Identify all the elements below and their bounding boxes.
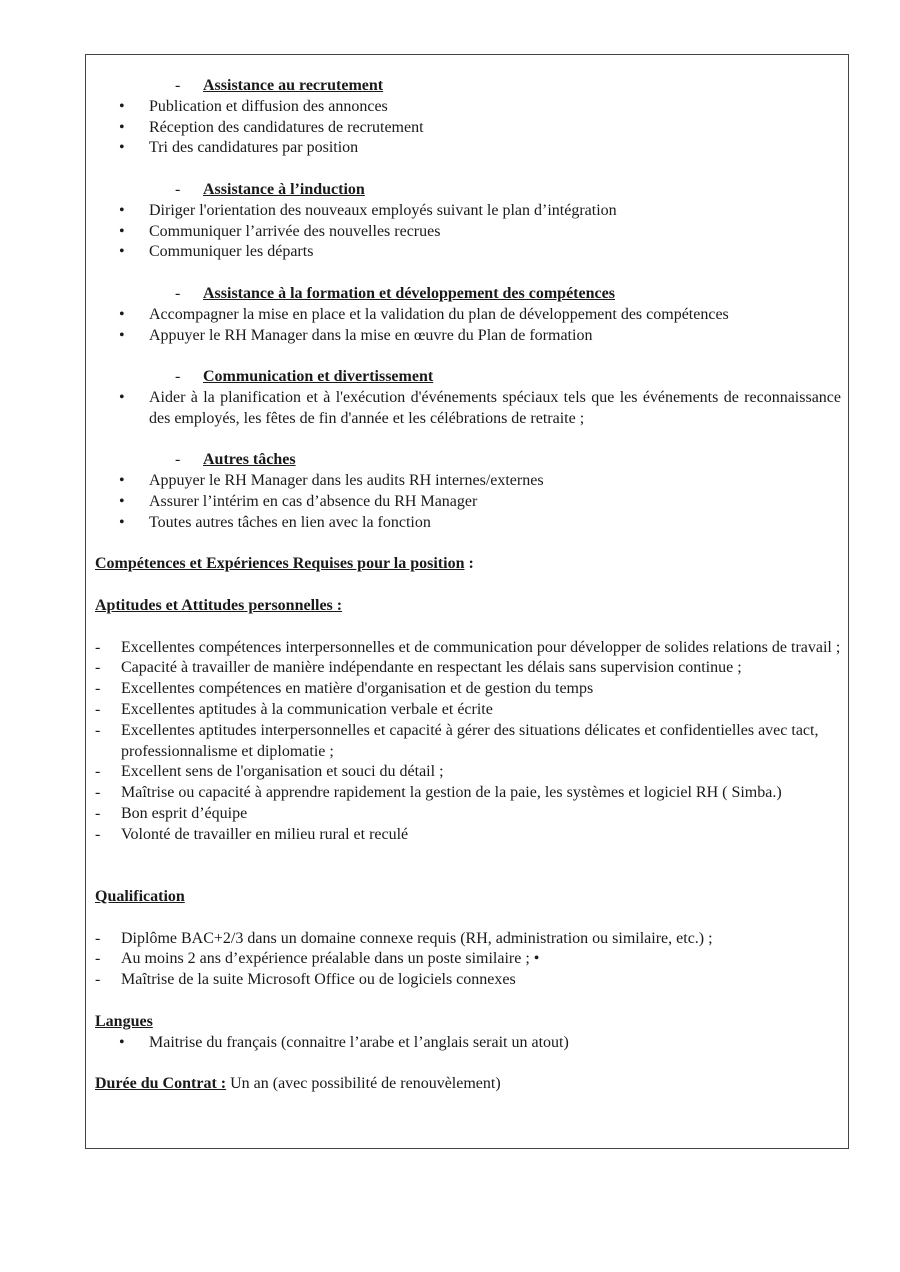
list-item: • Accompagner la mise en place et la validation du plan de développement des compétences (119, 305, 729, 323)
section-heading: - Communication et divertissement (175, 368, 434, 386)
list-item: • Diriger l'orientation des nouveaux employés suivant le plan d’intégration (119, 201, 617, 219)
list-item: • Tri des candidatures par position (119, 139, 359, 157)
section-heading: - Assistance à l’induction (175, 180, 365, 198)
list-item: - Bon esprit d’équipe (95, 804, 248, 822)
list-item: • Maitrise du français (connaitre l’arabe et l’anglais serait un atout) (119, 1033, 569, 1051)
list-item: - Volonté de travailler en milieu rural et reculé (95, 825, 409, 843)
list-item: • Communiquer les départs (119, 243, 314, 261)
aptitudes-heading: Aptitudes et Attitudes personnelles : (95, 596, 343, 614)
list-item: - Maîtrise ou capacité à apprendre rapidement la gestion de la paie, les systèmes et logiciel RH ( Simba.) (95, 784, 782, 802)
qualification-heading: Qualification (95, 888, 185, 906)
list-item: • Assurer l’intérim en cas d’absence du RH Manager (119, 492, 478, 510)
list-item: • Appuyer le RH Manager dans les audits RH internes/externes (119, 472, 544, 490)
list-item: - Excellentes compétences en matière d'organisation et de gestion du temps (95, 680, 594, 698)
section-heading: - Autres tâches (175, 451, 296, 469)
list-item: - Excellentes compétences interpersonnelles et de communication pour développer de solides relations de travail ; (95, 638, 841, 656)
list-item: - Excellentes aptitudes interpersonnelles et capacité à gérer des situations délicates et confidentielles avec tact, professionnalisme et diplomatie ; (95, 721, 819, 760)
list-item: • Publication et diffusion des annonces (119, 97, 388, 115)
document-body (95, 76, 841, 1095)
list-item: • Aider à la planification et à l'exécution d'événements spéciaux tels que les événements de reconnaissance des employés, les fêtes de fin d'année et les célébrations de retraite ; (119, 388, 841, 427)
list-item: - Diplôme BAC+2/3 dans un domaine connexe requis (RH, administration ou similaire, etc.) ; (95, 929, 713, 947)
list-item: • Communiquer l’arrivée des nouvelles recrues (119, 222, 441, 240)
list-item: • Appuyer le RH Manager dans la mise en œuvre du Plan de formation (119, 326, 593, 344)
section-heading: - Assistance à la formation et développement des compétences (175, 284, 615, 302)
list-item: • Réception des candidatures de recrutement (119, 118, 424, 136)
list-item: - Excellentes aptitudes à la communication verbale et écrite (95, 700, 493, 718)
list-item: • Toutes autres tâches en lien avec la fonction (119, 513, 431, 531)
list-item: - Capacité à travailler de manière indépendante en respectant les délais sans supervision continue ; (95, 659, 742, 677)
section-heading: - Assistance au recrutement (175, 77, 384, 94)
list-item: - Au moins 2 ans d’expérience préalable dans un poste similaire ; • (95, 950, 540, 968)
competences-heading: Compétences et Expériences Requises pour la position : (95, 555, 474, 573)
list-item: - Excellent sens de l'organisation et souci du détail ; (95, 763, 444, 781)
langues-heading: Langues (95, 1012, 153, 1030)
contract-duration: Durée du Contrat : Un an (avec possibilité de renouvèlement) (95, 1075, 501, 1093)
list-item: - Maîtrise de la suite Microsoft Office ou de logiciels connexes (95, 971, 516, 989)
